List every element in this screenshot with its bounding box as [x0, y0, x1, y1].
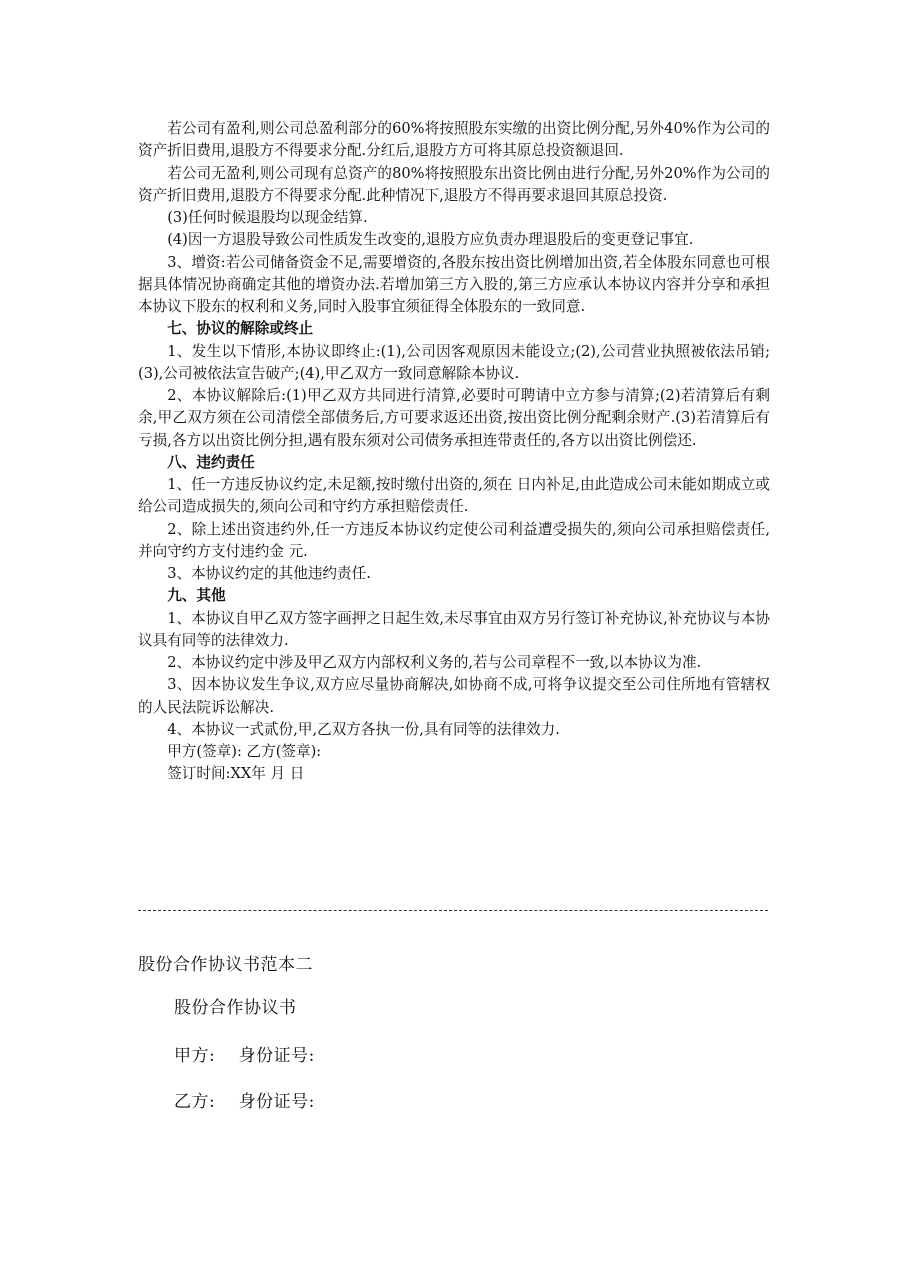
party-a-line: 甲方: 身份证号: — [174, 1046, 315, 1066]
section-heading: 九、其他 — [167, 587, 226, 605]
body-paragraph: 4、本协议一式贰份,甲,乙双方各执一份,具有同等的法律效力. — [167, 720, 560, 738]
body-paragraph: 2、本协议解除后:(1)甲乙双方共同进行清算,必要时可聘请中立方参与清算;(2)若清算后有剩余,甲乙双方须在公司清偿全部债务后,方可要求返还出资,按出资比例分配剩余财产.(3)若清算后有亏损,各方以出资比例分担,遇有股东须对公司债务承担连带责任的,各方以出资比例偿还. — [138, 387, 770, 449]
section-heading: 七、协议的解除或终止 — [167, 320, 314, 338]
body-paragraph: (4)因一方退股导致公司性质发生改变的,退股方应负责办理退股后的变更登记事宜. — [167, 231, 694, 249]
section-heading: 八、违约责任 — [167, 453, 255, 471]
body-paragraph: 甲方(签章): 乙方(签章): — [167, 743, 322, 760]
section-divider — [138, 910, 768, 911]
body-paragraph: 3、因本协议发生争议,双方应尽量协商解决,如协商不成,可将争议提交至公司住所地有管辖权的人民法院诉讼解决. — [138, 676, 770, 716]
body-paragraph: 1、任一方违反协议约定,未足额,按时缴付出资的,须在 日内补足,由此造成公司未能如期成立或给公司造成损失的,须向公司和守约方承担赔偿责任. — [138, 476, 770, 516]
body-paragraph: 若公司无盈利,则公司现有总资产的80%将按照股东出资比例由进行分配,另外20%作为公司的资产折旧费用,退股方不得要求分配.此种情况下,退股方不得再要求退回其原总投资. — [138, 164, 770, 204]
body-paragraph: 2、本协议约定中涉及甲乙双方内部权利义务的,若与公司章程不一致,以本协议为准. — [167, 654, 702, 671]
body-paragraph: 1、发生以下情形,本协议即终止:(1),公司因客观原因未能设立;(2),公司营业执照被依法吊销;(3),公司被依法宣告破产;(4),甲乙双方一致同意解除本协议. — [138, 342, 770, 382]
body-paragraph: 1、本协议自甲乙双方签字画押之日起生效,未尽事宜由双方另行签订补充协议,补充协议与本协议具有同等的法律效力. — [138, 609, 770, 649]
agreement-subtitle: 股份合作协议书 — [174, 998, 297, 1018]
body-paragraph: 2、除上述出资违约外,任一方违反本协议约定使公司利益遭受损失的,须向公司承担赔偿责任,并向守约方支付违约金 元. — [138, 520, 770, 560]
agreement-body-text — [138, 118, 770, 786]
body-paragraph: 3、增资:若公司储备资金不足,需要增资的,各股东按出资比例增加出资,若全体股东同意也可根据具体情况协商确定其他的增资办法.若增加第三方入股的,第三方应承认本协议内容并分享和承担本协议下股东的权利和义务,同时入股事宜须征得全体股东的一致同意. — [138, 253, 770, 315]
body-paragraph: 若公司有盈利,则公司总盈利部分的60%将按照股东实缴的出资比例分配,另外40%作为公司的资产折旧费用,退股方不得要求分配.分红后,退股方方可将其原总投资额退回. — [138, 120, 770, 160]
body-paragraph: 签订时间:XX年 月 日 — [167, 765, 305, 783]
body-paragraph: (3)任何时候退股均以现金结算. — [167, 209, 368, 226]
second-sample-title: 股份合作协议书范本二 — [138, 955, 313, 975]
party-b-line: 乙方: 身份证号: — [174, 1092, 315, 1112]
body-paragraph: 3、本协议约定的其他违约责任. — [167, 565, 371, 582]
